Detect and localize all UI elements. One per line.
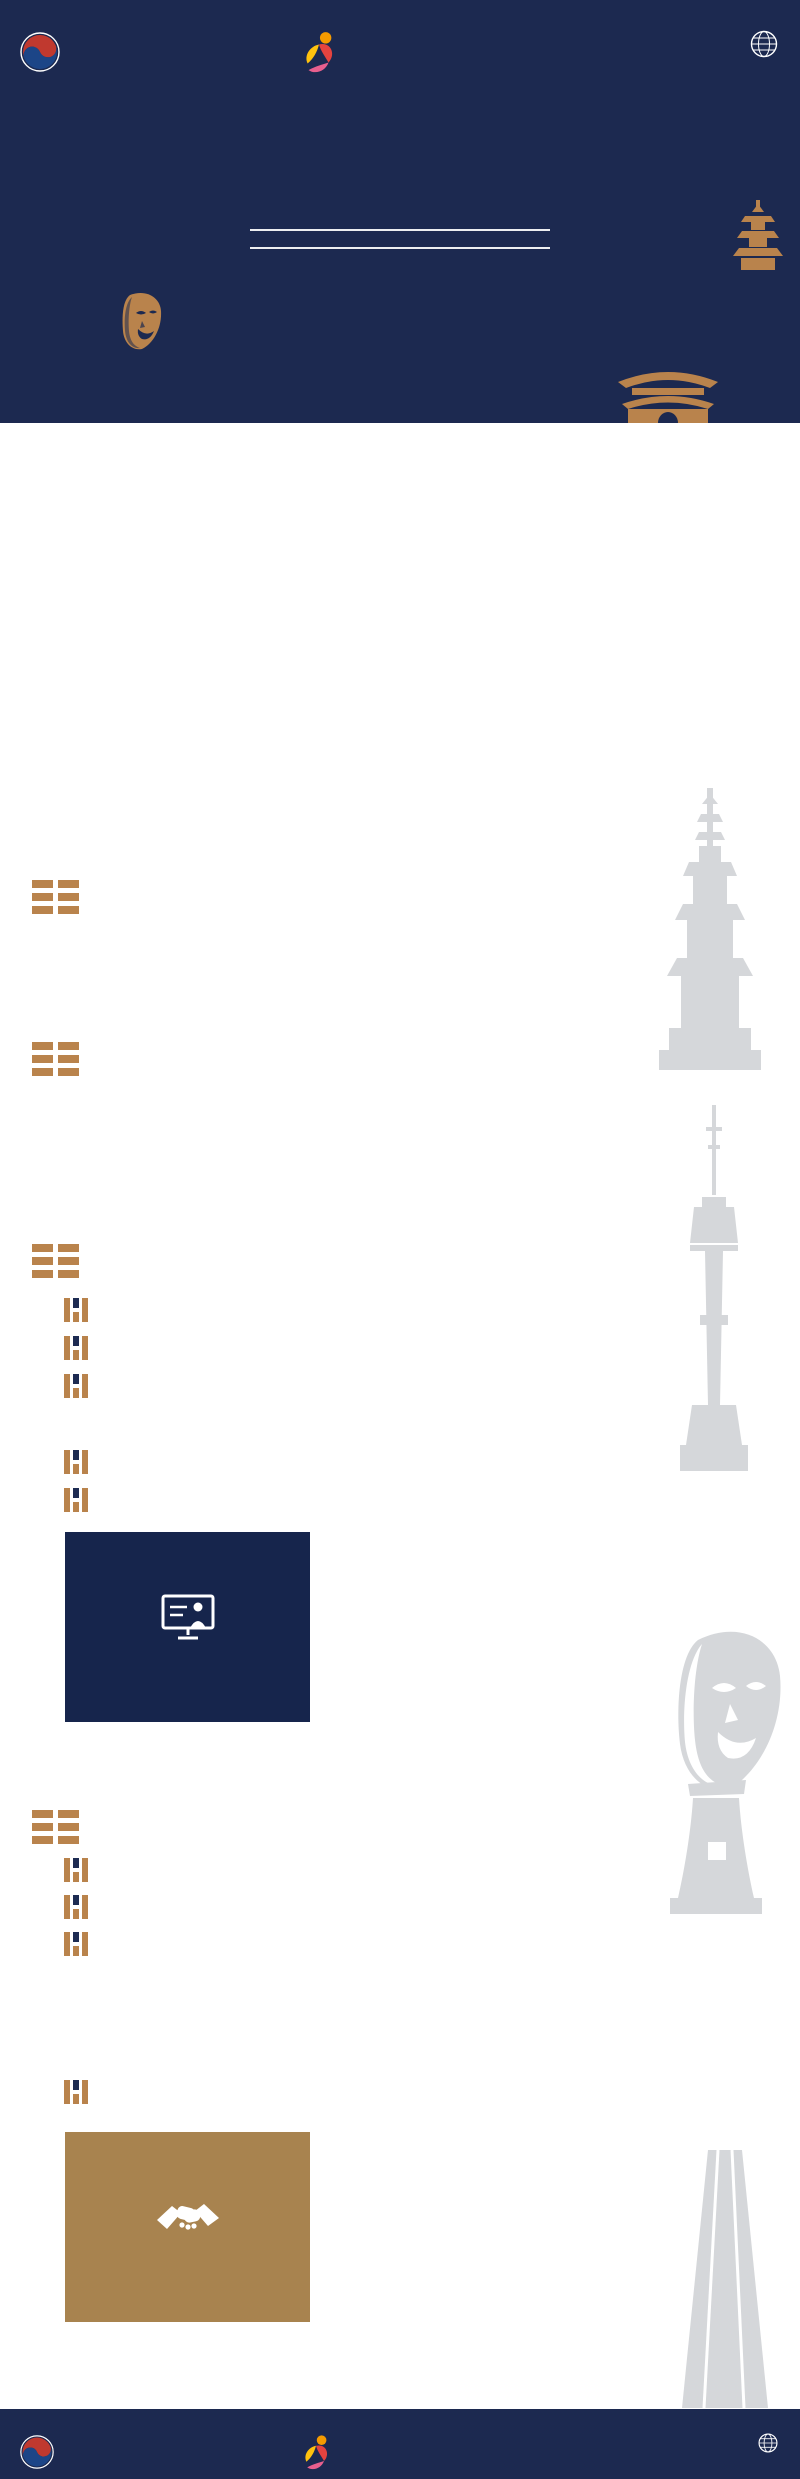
n-seoul-tower-watermark: [672, 1105, 756, 1495]
section-marker-icon: [32, 1042, 79, 1076]
b2b-registration-box[interactable]: [65, 2132, 310, 2322]
taegeuk-icon: [20, 32, 60, 77]
bullet-bars-icon: [64, 1488, 88, 1512]
bullet-bars-icon: [64, 1374, 88, 1398]
footer-unwto-logo-block: [758, 2433, 778, 2460]
forum-bullet-agenda: [64, 1486, 103, 1512]
taegeuk-icon: [20, 2435, 54, 2474]
b2b-bullet-attendees: [64, 1930, 103, 1956]
globe-icon: [758, 2433, 778, 2458]
section-event-name-header: [32, 880, 95, 914]
section-event-theme-header: [32, 1042, 95, 1076]
footer-hosted-by-label: [18, 2417, 23, 2431]
globe-icon: [750, 30, 778, 63]
b2b-qr-code[interactable]: [375, 2130, 563, 2318]
footer-ministry-logo-block: [20, 2435, 66, 2474]
kto-logo-block: [300, 30, 350, 81]
footer-kto-logo-block: [300, 2433, 344, 2478]
gold-pagoda-icon: [731, 200, 785, 275]
forum-bullet-datetime: [64, 1296, 103, 1322]
hosted-by-label: [18, 10, 23, 24]
bullet-bars-icon: [64, 1298, 88, 1322]
forum-bullet-attendees: [64, 1372, 103, 1398]
header-band: [0, 0, 800, 423]
footer-band: [0, 2409, 800, 2479]
presentation-screen-icon: [157, 1592, 219, 1645]
section-b2b-header: [32, 1810, 95, 1844]
section-marker-icon: [32, 1244, 79, 1278]
section-forum-header: [32, 1244, 95, 1278]
bullet-bars-icon: [64, 1895, 88, 1919]
bullet-bars-icon: [64, 1858, 88, 1882]
bullet-bars-icon: [64, 1336, 88, 1360]
stone-pagoda-watermark: [655, 788, 765, 1113]
collaboration-label: [777, 10, 782, 24]
kto-figure-icon: [300, 30, 338, 81]
forum-qr-code[interactable]: [375, 1528, 563, 1716]
ministry-logo-block: [20, 32, 72, 77]
gold-gate-icon: [616, 360, 720, 423]
section-marker-icon: [32, 880, 79, 914]
gold-mask-icon: [116, 291, 164, 356]
b2b-bullet-venue: [64, 1893, 103, 1919]
forum-pre-registration-box[interactable]: [65, 1532, 310, 1722]
bullet-bars-icon: [64, 1450, 88, 1474]
kto-figure-icon: [300, 2433, 332, 2478]
section-marker-icon: [32, 1810, 79, 1844]
b2b-bullet-datetime: [64, 1856, 103, 1882]
cheomseongdae-watermark: [660, 1762, 772, 1923]
unwto-logo-block: [750, 30, 778, 65]
bullet-bars-icon: [64, 2080, 88, 2104]
forum-bullet-program: [64, 1448, 103, 1474]
bullet-bars-icon: [64, 1932, 88, 1956]
footer-collaboration-label: [777, 2417, 782, 2431]
handshake-icon: [155, 2194, 221, 2243]
b2b-bullet-program: [64, 2078, 103, 2104]
hero-subtitle-kr: [250, 229, 550, 249]
skyscraper-watermark: [652, 2150, 798, 2413]
forum-bullet-venue: [64, 1334, 103, 1360]
